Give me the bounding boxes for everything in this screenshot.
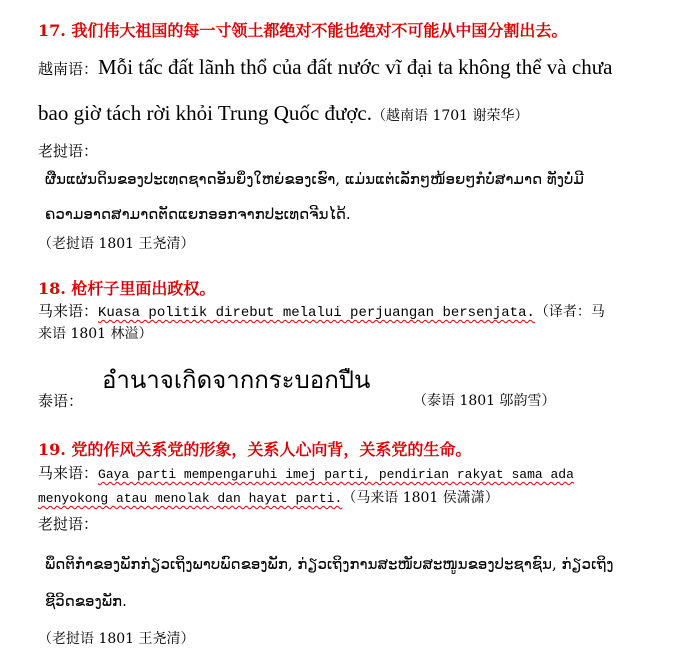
item-18-thai-source: （泰语 1801 邬韵雪） bbox=[413, 393, 556, 409]
malay-label: 马来语： bbox=[38, 302, 99, 320]
item-19-malay-line-2 bbox=[38, 487, 499, 507]
item-18-thai-label: 泰语： bbox=[38, 392, 84, 410]
item-19-lao-label: 老挝语： bbox=[38, 515, 99, 533]
malay-source-a: （译者：马 bbox=[534, 304, 605, 320]
item-17-vietnamese-line-1 bbox=[38, 55, 612, 80]
vietnamese-label: 越南语： bbox=[38, 60, 99, 78]
item-17-heading: 17. 我们伟大祖国的每一寸领土都绝对不能也绝对不可能从中国分割出去。 bbox=[38, 21, 568, 40]
malay-text-2: menyokong atau menolak dan hayat parti. bbox=[38, 491, 343, 506]
item-18-heading: 18. 枪杆子里面出政权。 bbox=[38, 279, 216, 298]
malay-label: 马来语： bbox=[38, 464, 99, 482]
item-18-thai-text: อำนาจเกิดจากกระบอกปืน bbox=[102, 366, 371, 394]
item-19-malay-line-1 bbox=[38, 462, 574, 483]
item-19-lao-text-2: ຊີວິດຂອງພັກ. bbox=[45, 592, 127, 610]
vietnamese-source: （越南语 1701 谢荣华） bbox=[372, 108, 529, 124]
item-17-lao-text-1: ຜືນແຜ່ນດິນຂອງປະເທດຊາດອັນຍິ່ງໃຫຍ່ຂອງເຮົາ, ແມ່ນແຕ່ເລັກໆໜ້ອຍໆກໍບໍ່ສາມາດ ທັງບໍ່ມີ bbox=[45, 170, 584, 188]
item-17-lao-label: 老挝语： bbox=[38, 142, 99, 160]
item-18-malay-line-1 bbox=[38, 300, 605, 321]
item-17-lao-source: （老挝语 1801 王尧清） bbox=[38, 236, 195, 252]
vietnamese-text-1: Mỗi tấc đất lãnh thổ của đất nước vĩ đại ta không thể và chưa bbox=[98, 55, 613, 79]
malay-source: （马来语 1801 侯潇潇） bbox=[342, 490, 499, 506]
item-19-heading: 19. 党的作风关系党的形象，关系人心向背，关系党的生命。 bbox=[38, 440, 472, 459]
item-18-malay-source-b: 来语 1801 林溢） bbox=[38, 326, 153, 342]
item-17-lao-text-2: ຄວາມອາດສາມາດຕັດແຍກອອກຈາກປະເທດຈີນໄດ້. bbox=[45, 205, 351, 223]
malay-text-1: Gaya parti mempengaruhi imej parti, pendirian rakyat sama ada bbox=[98, 467, 574, 482]
vietnamese-text-2: bao giờ tách rời khỏi Trung Quốc được. bbox=[38, 101, 373, 125]
item-19-lao-text-1: ພຶດຕິກຳຂອງພັກກ່ຽວເຖິງພາບພົດຂອງພັກ, ກ່ຽວເຖິງການສະໜັບສະໜູນຂອງປະຊາຊົນ, ກ່ຽວເຖິງ bbox=[45, 555, 614, 573]
item-19-lao-source: （老挝语 1801 王尧清） bbox=[38, 631, 195, 647]
malay-text: Kuasa politik direbut melalui perjuangan bersenjata. bbox=[98, 305, 535, 321]
item-17-vietnamese-line-2 bbox=[38, 101, 529, 126]
